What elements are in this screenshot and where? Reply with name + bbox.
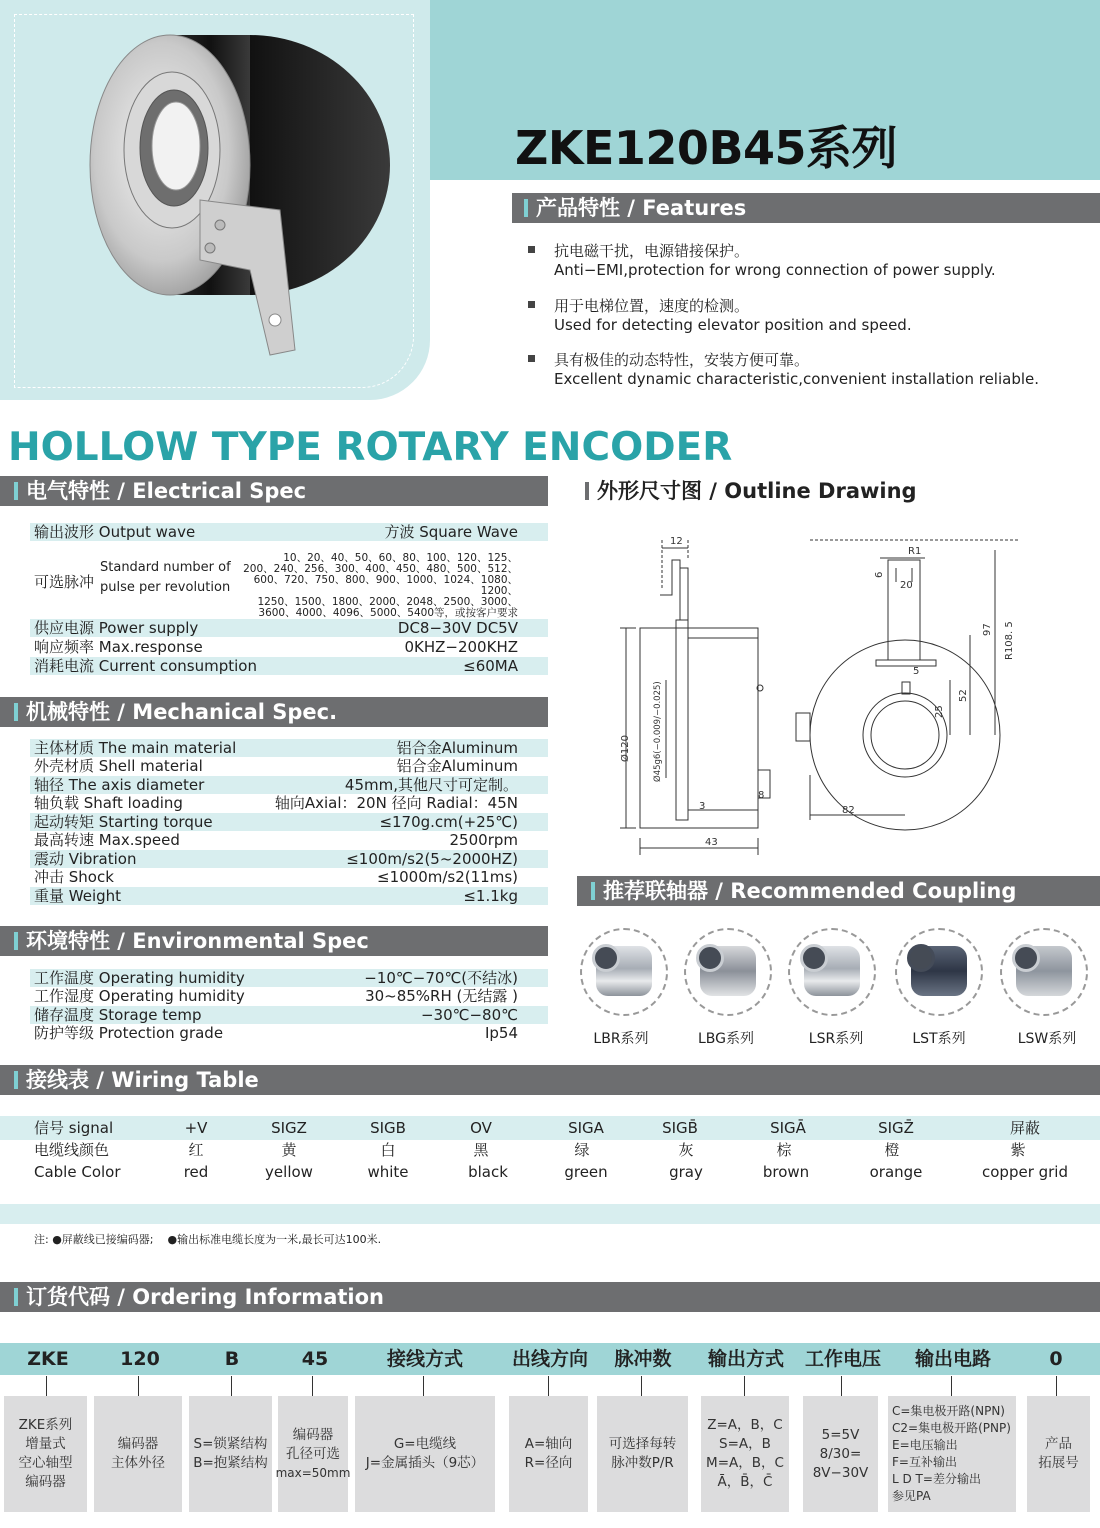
coupling-heading: 推荐联轴器 / Recommended Coupling	[603, 879, 1017, 903]
coupling-image	[1000, 928, 1088, 1016]
outline-heading: 外形尺寸图 / Outline Drawing	[597, 479, 917, 503]
code-header: ZKE	[27, 1348, 69, 1370]
box-line: C2=集电极开路(PNP)	[892, 1421, 1011, 1435]
spec-label: 轴负载 Shaft loading	[34, 794, 183, 812]
dim-label: 52	[958, 689, 969, 702]
features-heading: 产品特性 / Features	[536, 196, 747, 220]
code-header: 脉冲数	[614, 1348, 672, 1370]
bar-tick	[14, 482, 18, 500]
code-header: 120	[120, 1348, 160, 1370]
wiring-cell: 黄	[281, 1141, 297, 1159]
mechanical-heading-bar	[0, 697, 548, 727]
coupling-bore	[800, 944, 828, 972]
bullet-square-icon	[528, 246, 535, 253]
spec-label: 工作温度 Operating humidity	[34, 969, 245, 987]
pulse-values	[218, 553, 518, 619]
dim-label: R1	[908, 546, 922, 557]
spec-value: 30~85%RH (无结露 )	[365, 987, 518, 1005]
connector-line	[423, 1376, 424, 1396]
spec-value: 铝合金Aluminum	[396, 739, 518, 757]
environmental-heading-bar	[0, 926, 548, 956]
wiring-cell: SIGB̄	[662, 1119, 698, 1137]
coupling-heading-bar	[577, 876, 1100, 906]
spec-row	[30, 739, 548, 757]
spec-row	[30, 887, 548, 905]
connector-line	[138, 1376, 139, 1396]
bar-tick	[524, 199, 528, 217]
bar-tick	[14, 932, 18, 950]
product-photo-panel	[0, 0, 430, 400]
code-box	[803, 1396, 878, 1512]
spec-value: −30℃−80℃	[420, 1006, 518, 1024]
spec-row	[30, 987, 548, 1005]
spec-value: 2500rpm	[449, 831, 518, 849]
wiring-cell: 绿	[574, 1141, 590, 1159]
box-line: 可选择每转	[608, 1436, 677, 1452]
feature-en: Excellent dynamic characteristic,convenient installation reliable.	[554, 370, 1040, 388]
features-heading-bar	[512, 193, 1100, 223]
outline-heading-bar	[575, 476, 1100, 506]
spec-row	[30, 868, 548, 886]
pulse-label-zh: 可选脉冲	[34, 573, 95, 591]
box-line: M=A，B，C	[706, 1455, 784, 1471]
wiring-cell: 紫	[1010, 1141, 1026, 1159]
spec-value: ≤170g.cm(+25℃)	[379, 813, 518, 831]
pulse-line: 10、20、40、50、60、80、100、120、125、	[283, 552, 518, 564]
coupling-bore	[907, 944, 935, 972]
spec-row	[30, 1006, 548, 1024]
code-box	[1027, 1396, 1090, 1512]
wiring-cell: 灰	[678, 1141, 694, 1159]
spec-label: 震动 Vibration	[34, 850, 137, 868]
feature-en: Anti−EMI,protection for wrong connection of power supply.	[554, 261, 996, 279]
wiring-cell: red	[183, 1163, 209, 1181]
dim-label: Ø120	[620, 735, 631, 762]
dim-label: 43	[705, 837, 718, 848]
box-line: 脉冲数P/R	[611, 1455, 674, 1471]
box-line: max=50mm	[275, 1465, 351, 1480]
box-line: 孔径可选	[286, 1445, 340, 1462]
spec-row	[30, 1024, 548, 1042]
code-box	[275, 1396, 351, 1512]
wiring-cell: SIGZ̄	[878, 1119, 914, 1137]
connector-line	[46, 1376, 47, 1396]
spec-label: 重量 Weight	[34, 887, 122, 905]
spec-row	[30, 776, 548, 794]
box-line: Z=A，B，C	[707, 1417, 783, 1433]
outline-drawing	[600, 520, 1100, 860]
pulse-line: 600、720、750、800、900、1000、1024、1080、1200、	[253, 574, 518, 597]
bar-tick	[14, 1071, 18, 1089]
spec-row	[30, 794, 548, 812]
spec-label: 外壳材质 Shell material	[34, 757, 203, 775]
box-line: 参见PA	[892, 1489, 931, 1503]
spec-value: 0KHZ−200KHZ	[404, 638, 518, 656]
box-line: 增量式	[25, 1436, 66, 1452]
spec-row	[30, 638, 548, 656]
code-header: 接线方式	[386, 1348, 464, 1370]
spec-value: DC8−30V DC5V	[397, 619, 518, 637]
wiring-cell: green	[564, 1163, 608, 1181]
connector-line	[951, 1376, 952, 1396]
dim-label: 82	[842, 805, 855, 816]
spec-value: 铝合金Aluminum	[396, 757, 518, 775]
spec-value: 轴向Axial：20N 径向 Radial：45N	[274, 794, 518, 812]
spec-label: 最高转速 Max.speed	[34, 831, 180, 849]
code-box	[4, 1396, 87, 1512]
box-line: E=电压输出	[892, 1438, 958, 1452]
spec-value: ≤1.1kg	[463, 887, 518, 905]
box-line: L D T=差分输出	[892, 1472, 981, 1486]
code-box	[94, 1396, 182, 1512]
code-box	[355, 1396, 495, 1512]
feature-zh: 抗电磁干扰，电源错接保护。	[554, 242, 750, 260]
box-line: B=抱紧结构	[193, 1455, 268, 1471]
dim-label: Ø45g6(−0.009/−0.025)	[653, 681, 663, 782]
wiring-cell: gray	[669, 1163, 703, 1181]
pulse-line: 3600、4000、4096、5000、5400等，或按客户要求	[258, 607, 518, 619]
spec-value: 45mm,其他尺寸可定制。	[344, 776, 518, 794]
wiring-cell: SIGĀ	[770, 1119, 806, 1137]
dim-label: 5	[913, 666, 920, 677]
connector-line	[312, 1376, 313, 1396]
wiring-cell: Cable Color	[34, 1163, 121, 1181]
bar-tick	[14, 703, 18, 721]
bullet-square-icon	[528, 355, 535, 362]
wiring-cell: copper grid	[981, 1163, 1069, 1181]
coupling-image	[684, 928, 772, 1016]
feature-en: Used for detecting elevator position and speed.	[554, 316, 912, 334]
dim-label: R108. 5	[1004, 621, 1015, 660]
spec-label: 主体材质 The main material	[34, 739, 237, 757]
box-line: 编码器	[292, 1426, 334, 1443]
pulse-label-en: Standard number of	[100, 560, 231, 575]
coupling-bore	[696, 944, 724, 972]
connector-line	[1056, 1376, 1057, 1396]
code-header: 输出电路	[914, 1348, 992, 1370]
main-heading: HOLLOW TYPE ROTARY ENCODER	[8, 425, 733, 470]
spec-row	[30, 619, 548, 637]
spec-row	[30, 757, 548, 775]
connector-line	[744, 1376, 745, 1396]
dim-label: 8	[758, 790, 765, 801]
spec-value: −10℃−70℃(不结冰)	[364, 969, 518, 987]
wiring-heading: 接线表 / Wiring Table	[26, 1068, 259, 1092]
wiring-cell: brown	[762, 1163, 810, 1181]
box-line: S=A，B	[719, 1436, 771, 1452]
connector-line	[641, 1376, 642, 1396]
wiring-cell: white	[367, 1163, 409, 1181]
pulse-label-en: pulse per revolution	[100, 580, 231, 595]
spec-value: 方波 Square Wave	[384, 523, 518, 541]
box-line: S=锁紧结构	[193, 1436, 268, 1452]
wiring-cell: 信号 signal	[34, 1119, 114, 1137]
pulse-line: 1250、1500、1800、2000、2048、2500、3000、	[257, 596, 518, 608]
wiring-cell: 白	[380, 1141, 396, 1159]
box-line: C=集电极开路(NPN)	[892, 1404, 1005, 1418]
spec-value: ≤1000m/s2(11ms)	[377, 868, 518, 886]
wiring-cell: black	[468, 1163, 508, 1181]
dim-label: 97	[982, 623, 993, 636]
box-line: F=互补输出	[892, 1455, 957, 1469]
environmental-heading: 环境特性 / Environmental Spec	[26, 929, 369, 953]
wiring-note: 注: ●屏蔽线已接编码器; ●输出标准电缆长度为一米,最长可达100米.	[34, 1233, 382, 1246]
box-line: 8V−30V	[812, 1464, 869, 1481]
feature-zh: 用于电梯位置，速度的检测。	[554, 297, 750, 315]
coupling-bore	[1012, 944, 1040, 972]
code-header: 45	[301, 1348, 329, 1370]
box-line: G=电缆线	[393, 1436, 457, 1452]
wiring-cell: +V	[184, 1119, 208, 1137]
spec-label: 响应频率 Max.response	[34, 638, 203, 656]
wiring-cell: SIGB	[370, 1119, 406, 1137]
box-line: R=径向	[524, 1455, 573, 1471]
bar-tick	[585, 482, 589, 500]
feature-zh: 具有极佳的动态特性，安装方便可靠。	[554, 351, 810, 369]
box-line: 拓展号	[1038, 1455, 1079, 1471]
wiring-cell: SIGA	[568, 1119, 604, 1137]
coupling-image	[895, 928, 983, 1016]
encoder-product-image	[80, 20, 400, 370]
connector-line	[231, 1376, 232, 1396]
wiring-cell: 棕	[776, 1141, 792, 1159]
coupling-bore	[592, 944, 620, 972]
coupling-image	[788, 928, 876, 1016]
wiring-cell: 黑	[473, 1141, 489, 1159]
dim-label: 25	[934, 705, 945, 718]
coupling-label: LBG系列	[697, 1031, 755, 1047]
wiring-cell: OV	[470, 1119, 492, 1137]
wiring-cell: orange	[869, 1163, 923, 1181]
wiring-cell: yellow	[265, 1163, 313, 1181]
spec-row	[30, 831, 548, 849]
code-box	[509, 1396, 588, 1512]
pulse-row	[30, 550, 548, 619]
spec-label: 防护等级 Protection grade	[34, 1024, 224, 1042]
code-header: B	[224, 1348, 240, 1370]
box-line: 编码器	[117, 1436, 159, 1452]
wiring-row-signal	[30, 1117, 1100, 1139]
bar-tick	[591, 882, 595, 900]
coupling-label: LST系列	[912, 1031, 966, 1047]
code-header: 工作电压	[804, 1348, 882, 1370]
electrical-heading-bar	[0, 476, 548, 506]
spec-row	[30, 850, 548, 868]
spec-label: 输出波形 Output wave	[34, 523, 196, 541]
mechanical-heading: 机械特性 / Mechanical Spec.	[26, 700, 338, 724]
electrical-heading: 电气特性 / Electrical Spec	[26, 479, 307, 503]
spec-label: 起动转矩 Starting torque	[34, 813, 213, 831]
spec-row	[30, 523, 548, 541]
code-box	[597, 1396, 688, 1512]
spec-label: 储存温度 Storage temp	[34, 1006, 202, 1024]
spec-row	[30, 969, 548, 987]
dim-label: 12	[670, 536, 683, 547]
box-line: 8/30=	[819, 1445, 862, 1462]
code-header: 出线方向	[511, 1348, 589, 1370]
ordering-heading-bar	[0, 1282, 1100, 1312]
dim-label: 20	[900, 580, 913, 591]
coupling-image	[580, 928, 668, 1016]
code-box	[189, 1396, 272, 1512]
connector-line	[841, 1376, 842, 1396]
coupling-label: LBR系列	[593, 1031, 649, 1047]
box-line: Ā，B̄，C̄	[717, 1474, 773, 1490]
bullet-square-icon	[528, 301, 535, 308]
spec-value: ≤60MA	[463, 657, 518, 675]
spec-row	[30, 813, 548, 831]
coupling-label: LSW系列	[1017, 1031, 1077, 1047]
spec-label: 轴径 The axis diameter	[34, 776, 205, 794]
box-line: 主体外径	[111, 1455, 165, 1471]
code-box	[888, 1396, 1016, 1512]
box-line: 5=5V	[821, 1426, 860, 1443]
product-title: ZKE120B45系列	[515, 121, 898, 175]
spec-row	[30, 657, 548, 675]
box-line: 产品	[1045, 1436, 1072, 1452]
spec-value: ≤100m/s2(5~2000HZ)	[346, 850, 518, 868]
wiring-row-color-en	[30, 1161, 1100, 1183]
dim-label: 3	[699, 801, 706, 812]
code-header: 输出方式	[707, 1348, 785, 1370]
code-box	[701, 1396, 789, 1512]
connector-line	[548, 1376, 549, 1396]
box-line: A=轴向	[524, 1436, 573, 1452]
spec-label: 供应电源 Power supply	[34, 619, 199, 637]
wiring-cell: 电缆线颜色	[34, 1141, 110, 1159]
dim-label: 6	[874, 571, 885, 578]
wiring-cell: SIGZ	[271, 1119, 307, 1137]
bar-tick	[14, 1288, 18, 1306]
pulse-line: 200、240、256、300、400、450、480、500、512、	[243, 563, 518, 575]
wiring-row-color-zh	[30, 1139, 1100, 1161]
box-line: J=金属插头（9芯）	[365, 1455, 485, 1471]
box-line: ZKE系列	[18, 1417, 73, 1433]
wiring-cell: 屏蔽	[1009, 1119, 1041, 1137]
box-line: 空心轴型	[18, 1455, 73, 1471]
spec-label: 冲击 Shock	[34, 868, 114, 886]
box-line: 编码器	[25, 1474, 66, 1490]
ordering-heading: 订货代码 / Ordering Information	[26, 1285, 384, 1309]
wiring-row-shade	[0, 1204, 1100, 1224]
coupling-label: LSR系列	[808, 1031, 864, 1047]
code-header: 0	[1049, 1348, 1063, 1370]
spec-label: 工作湿度 Operating humidity	[34, 987, 245, 1005]
spec-value: Ip54	[484, 1024, 518, 1042]
wiring-heading-bar	[0, 1065, 1100, 1095]
spec-label: 消耗电流 Current consumption	[34, 657, 257, 675]
wiring-cell: 橙	[884, 1141, 900, 1159]
wiring-cell: 红	[188, 1141, 204, 1159]
